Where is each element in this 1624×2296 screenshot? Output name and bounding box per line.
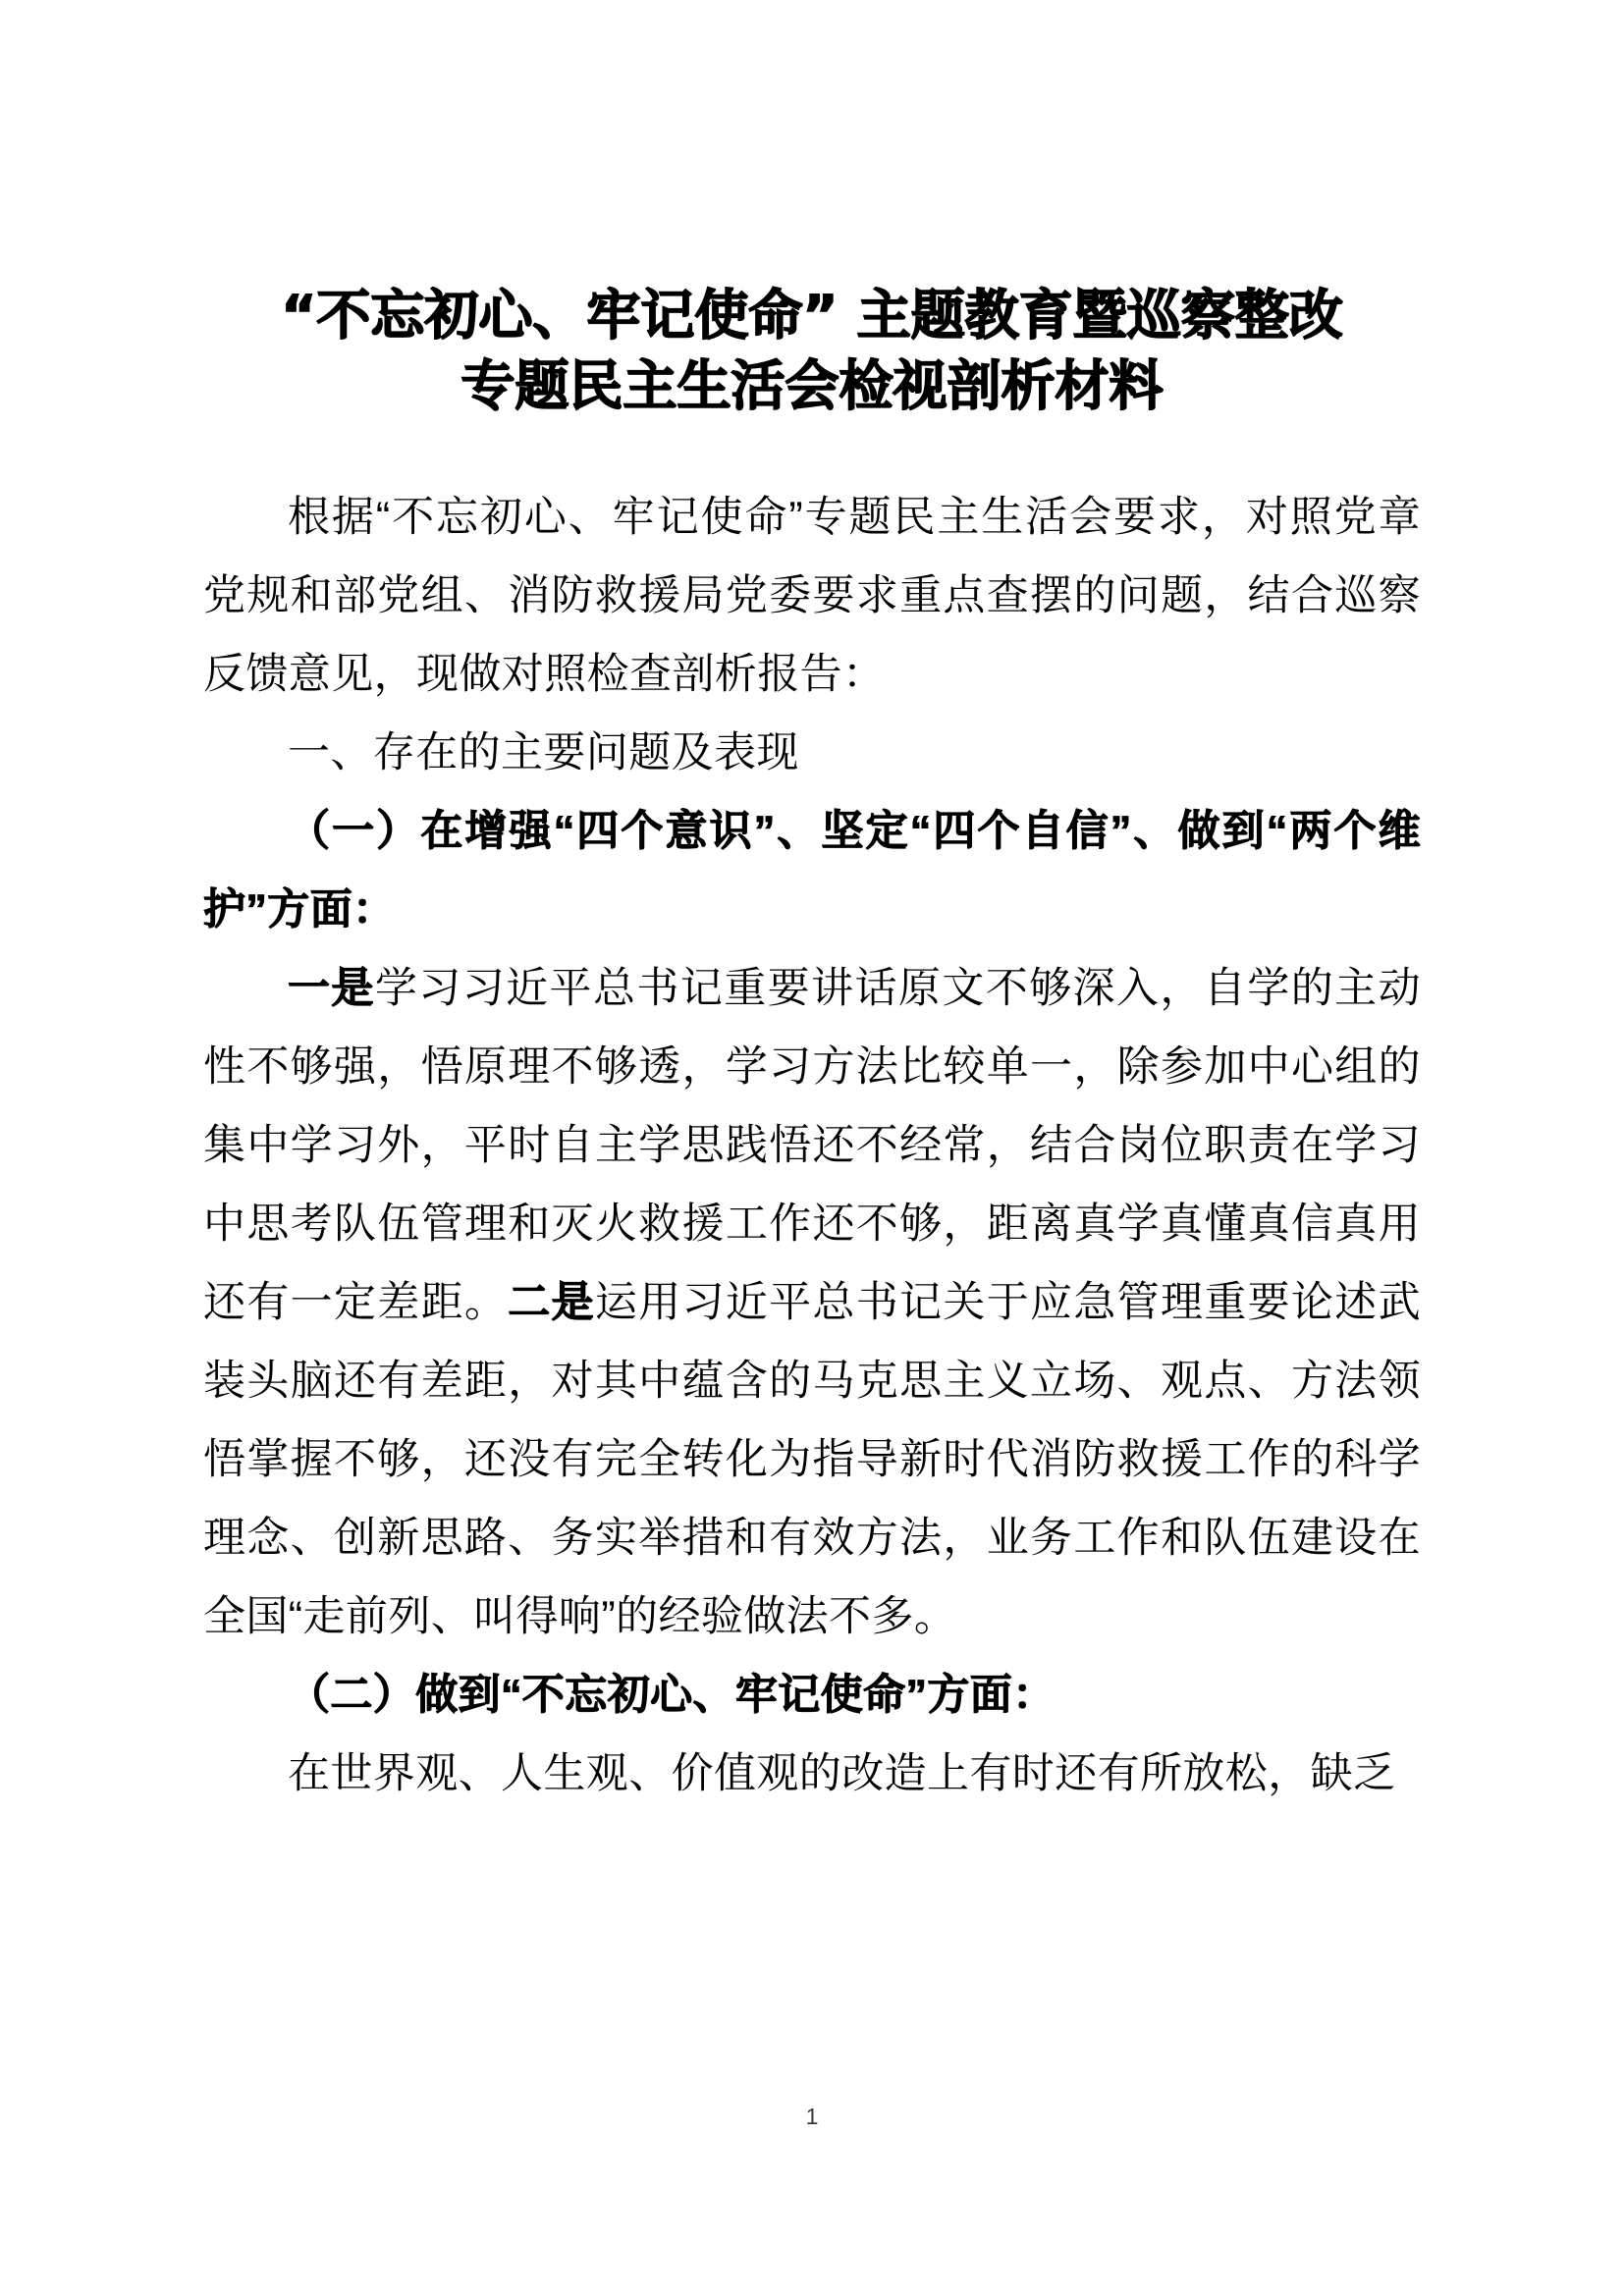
document-body xyxy=(203,478,1421,1813)
page-number: 1 xyxy=(805,2104,819,2129)
paragraph-section-one: 一、存在的主要问题及表现 xyxy=(288,729,799,776)
document-title xyxy=(203,0,1421,421)
inline-marker-ershi: 二是 xyxy=(508,1279,595,1326)
paragraph-subsection-one-body xyxy=(203,949,1421,1656)
run-ershi-text: 运用习近平总书记关于应急管理重要论述武装头脑还有差距，对其中蕴含的马克思主义立场、观点、方法领悟掌握不够，还没有完全转化为指导新时代消防救援工作的科学理念、创新思路、务实举措和有效方法，业务工作和队伍建设在全国“走前列、叫得响”的经验做法不多。 xyxy=(203,1279,1421,1640)
paragraph-intro: 根据“不忘初心、牢记使命”专题民主生活会要求，对照党章党规和部党组、消防救援局党委要求重点查摆的问题，结合巡察反馈意见，现做对照检查剖析报告： xyxy=(203,494,1421,698)
inline-marker-yishi: 一是 xyxy=(288,965,375,1012)
document-title-line-1: “不忘初心、牢记使命” 主题教育暨巡察整改 xyxy=(281,284,1343,347)
document-title-line-2: 专题民主生活会检视剖析材料 xyxy=(460,354,1164,417)
paragraph-subheading-two: （二）做到“不忘初心、牢记使命”方面： xyxy=(288,1672,1056,1719)
document-content xyxy=(203,0,1421,1813)
run-yishi-text: 学习习近平总书记重要讲话原文不够深入，自学的主动性不够强，悟原理不够透，学习方法比较单一，除参加中心组的集中学习外，平时自主学思践悟还不经常，结合岗位职责在学习中思考队伍管理和灭火救援工作还不够，距离真学真懂真信真用还有一定差距。 xyxy=(203,965,1421,1326)
paragraph-subsection-two-body: 在世界观、人生观、价值观的改造上有时还有所放松，缺乏 xyxy=(288,1750,1396,1797)
paragraph-subheading-one: （一）在增强“四个意识”、坚定“四个自信”、做到“两个维护”方面： xyxy=(203,808,1421,934)
